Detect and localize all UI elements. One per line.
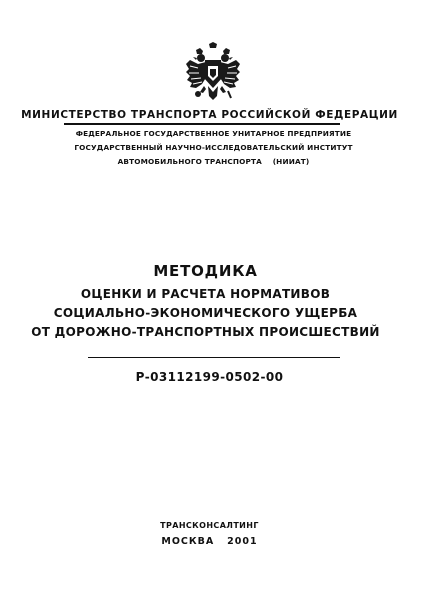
document-subtitle-line-1: ОЦЕНКИ И РАСЧЕТА НОРМАТИВОВ xyxy=(80,287,331,301)
document-title: МЕТОДИКА xyxy=(153,262,258,280)
document-subtitle-line-3: ОТ ДОРОЖНО-ТРАНСПОРТНЫХ ПРОИСШЕСТВИЙ xyxy=(31,325,380,339)
city-year: МОСКВА 2001 xyxy=(161,536,258,547)
institute-line-1: ФЕДЕРАЛЬНОЕ ГОСУДАРСТВЕННОЕ УНИТАРНОЕ ПРЕДПРИЯТИЕ xyxy=(75,129,352,138)
ministry-name: МИНИСТЕРСТВО ТРАНСПОРТА РОССИЙСКОЙ ФЕДЕРАЦИИ xyxy=(21,109,398,121)
document-code: Р-03112199-0502-00 xyxy=(135,370,284,384)
institute-line-2: ГОСУДАРСТВЕННЫЙ НАУЧНО-ИССЛЕДОВАТЕЛЬСКИЙ ИНСТИТУТ xyxy=(74,143,353,152)
russian-double-headed-eagle-icon xyxy=(184,42,242,104)
document-subtitle-line-2: СОЦИАЛЬНО-ЭКОНОМИЧЕСКОГО УЩЕРБА xyxy=(53,306,358,320)
institute-line-3: АВТОМОБИЛЬНОГО ТРАНСПОРТА (НИИАТ) xyxy=(117,157,310,166)
publisher-name: ТРАНСКОНСАЛТИНГ xyxy=(160,521,259,530)
title-divider xyxy=(88,357,340,358)
header-divider xyxy=(64,123,340,125)
